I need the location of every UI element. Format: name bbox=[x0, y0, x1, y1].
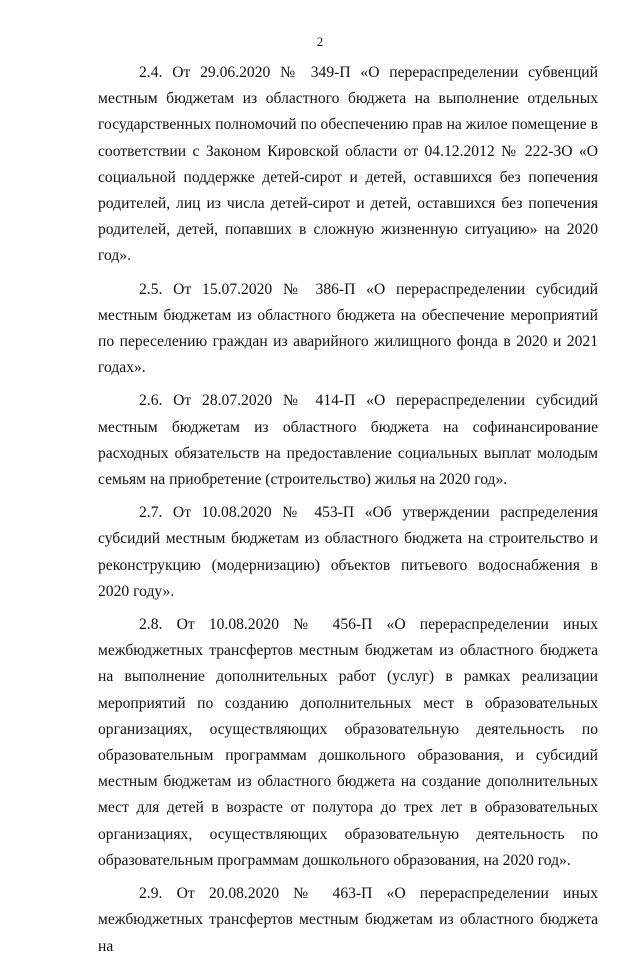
paragraph-2-8: 2.8. От 10.08.2020 № 456-П «О перераспределении иных межбюджетных трансфертов местным бюджетам из областного бюджета на выполнение дополнительных работ (услуг) в рамках реализации мероприятий по созданию дополнительных мест в образовательных организациях, осуществляющих образовательную деятельность по образовательным программам дошкольного образования, и субсидий местным бюджетам из областного бюджета на создание дополнительных мест для детей в возрасте от полутора до трех лет в образовательных организациях, осуществляющих образовательную деятельность по образовательным программам дошкольного образования, на 2020 год». bbox=[98, 616, 598, 869]
paragraph-2-9: 2.9. От 20.08.2020 № 463-П «О перераспределении иных межбюджетных трансфертов местным бюджетам из областного бюджета на bbox=[98, 885, 598, 955]
paragraph-2-5: 2.5. От 15.07.2020 № 386-П «О перераспределении субсидий местным бюджетам из областного бюджета на обеспечение мероприятий по переселению граждан из аварийного жилищного фонда в 2020 и 2021 годах». bbox=[98, 280, 598, 377]
paragraph-2-4: 2.4. От 29.06.2020 № 349-П «О перераспределении субвенций местным бюджетам из областного бюджета на выполнение отдельных государственных полномочий по обеспечению прав на жилое помещение в соответствии с Законом Кировской области от 04.12.2012 № 222-ЗО «О социальной поддержке детей-сирот и детей, оставшихся без попечения родителей, лиц из числа детей-сирот и детей, оставшихся без попечения родителей, детей, попавших в сложную жизненную ситуацию» на 2020 год». bbox=[98, 64, 598, 265]
page-number: 2 bbox=[316, 34, 324, 49]
paragraph-2-7: 2.7. От 10.08.2020 № 453-П «Об утверждении распределения субсидий местным бюджетам из областного бюджета на строительство и реконструкцию (модернизацию) объектов питьевого водоснабжения в 2020 году». bbox=[98, 504, 598, 600]
paragraph-2-6: 2.6. От 28.07.2020 № 414-П «О перераспределении субсидий местным бюджетам из областного бюджета на софинансирование расходных обязательств на предоставление социальных выплат молодым семьям на приобретение (строительство) жилья на 2020 год». bbox=[98, 392, 598, 489]
document-body bbox=[98, 60, 598, 967]
